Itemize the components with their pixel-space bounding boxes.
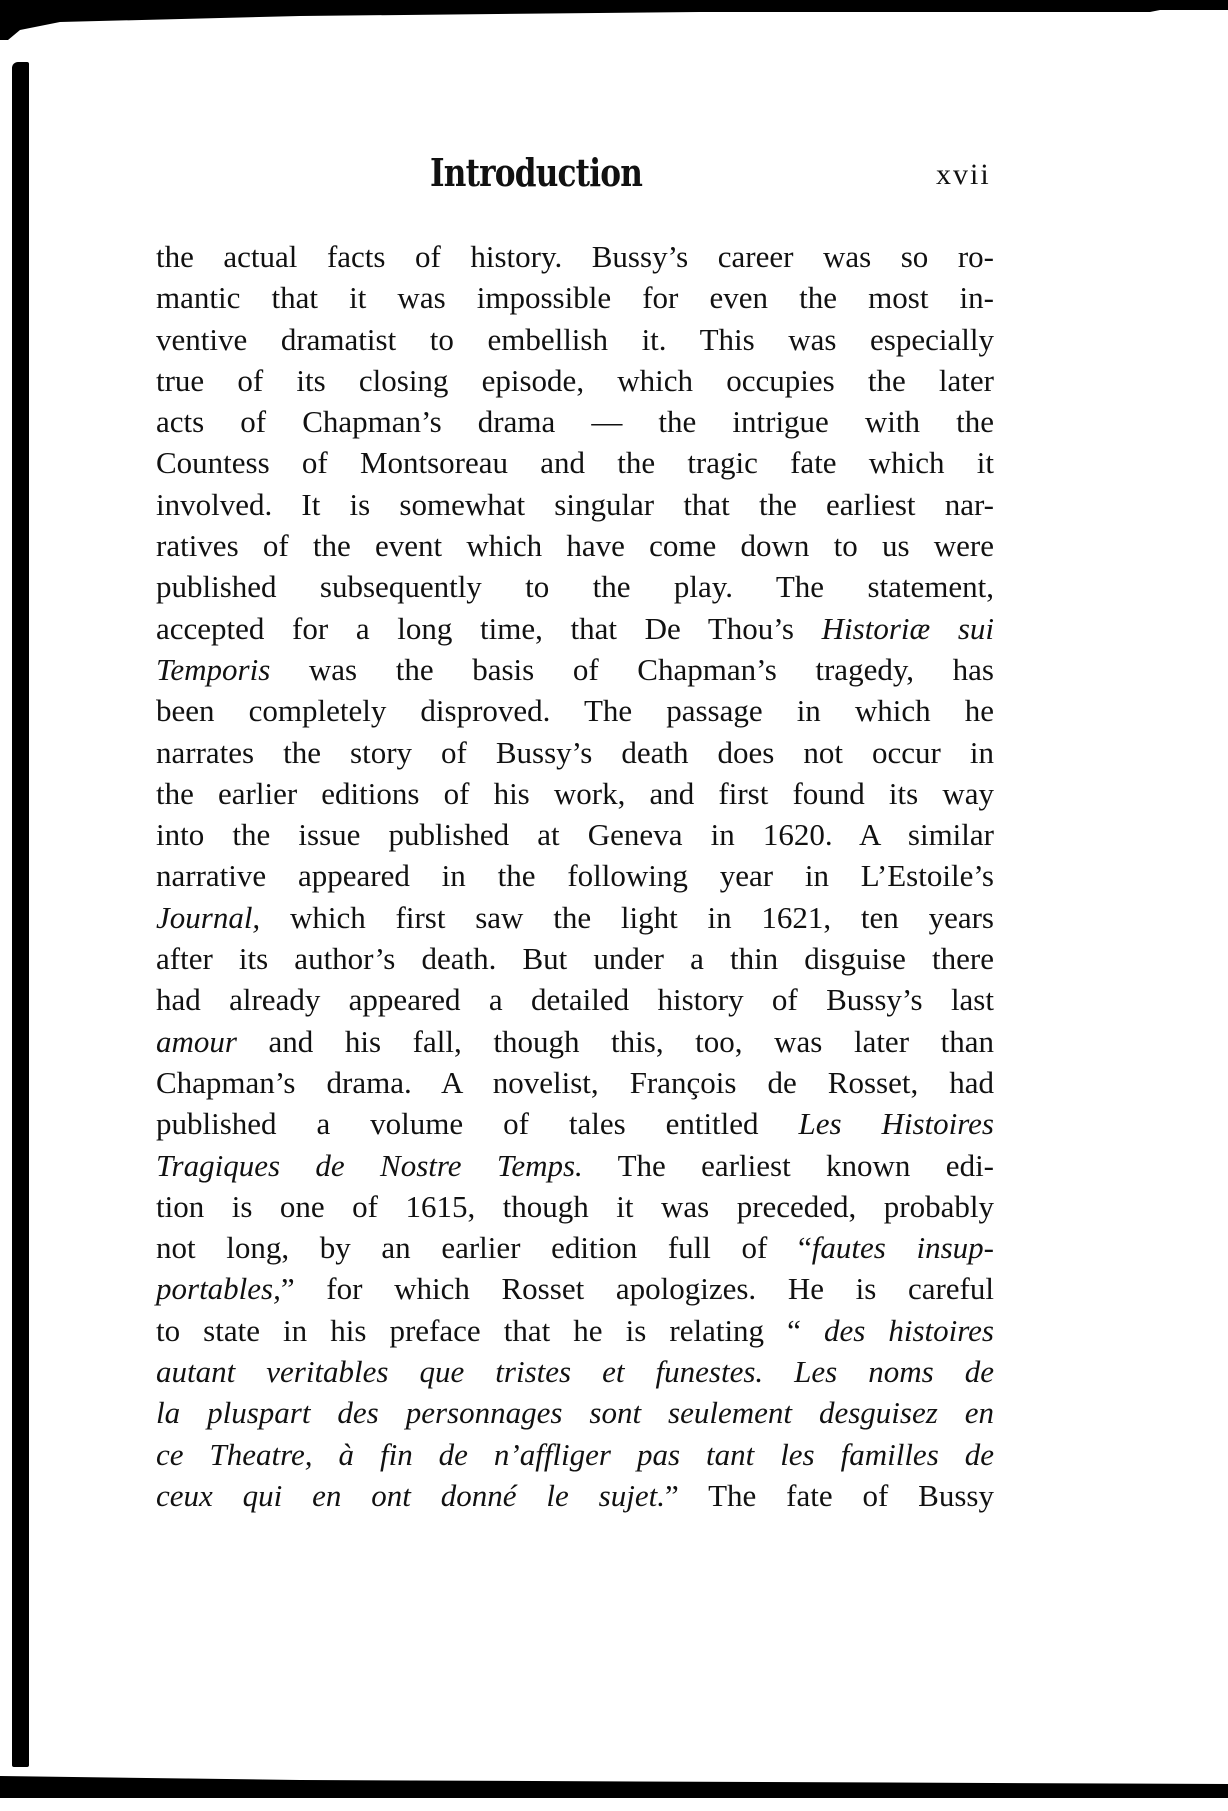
- italic-text: fautes insup-: [811, 1230, 994, 1266]
- text-line: [156, 1062, 994, 1103]
- italic-text: ce Theatre, à fin de n’affliger pas tant les familles de: [156, 1436, 994, 1472]
- text-segment: the actual facts of history. Bussy’s career was so ro-: [156, 239, 994, 274]
- text-line: [156, 1434, 994, 1475]
- text-line: [156, 938, 994, 979]
- text-line: [156, 649, 994, 690]
- text-segment: ” for which Rosset apologizes. He is careful: [280, 1271, 994, 1307]
- text-line: [156, 360, 994, 401]
- text-line: [156, 236, 994, 277]
- text-line: [156, 897, 994, 938]
- text-segment: ratives of the event which have come down to us were: [156, 528, 994, 564]
- italic-text: autant veritables que tristes et funestes. Les noms de: [156, 1354, 994, 1390]
- text-segment: to state in his preface that he is relating “: [156, 1312, 824, 1348]
- text-line: [156, 1392, 994, 1433]
- text-segment: ventive dramatist to embellish it. This was especially: [156, 321, 994, 357]
- text-segment: involved. It is somewhat singular that the earliest nar-: [156, 486, 994, 522]
- text-segment: accepted for a long time, that De Thou’s: [156, 610, 822, 646]
- text-line: [156, 525, 994, 566]
- italic-text: amour: [156, 1023, 237, 1059]
- italic-text: Les Histoires: [798, 1106, 994, 1142]
- text-line: [156, 1310, 994, 1351]
- italic-text: la pluspart des personnages sont seulement desguisez en: [156, 1395, 994, 1431]
- text-line: [156, 608, 994, 649]
- text-segment: published a volume of tales entitled: [156, 1106, 799, 1142]
- text-line: [156, 1351, 994, 1392]
- text-line: [156, 1268, 994, 1309]
- body-text: [156, 236, 994, 1516]
- text-line: [156, 979, 994, 1020]
- text-segment: published subsequently to the play. The statement,: [156, 569, 994, 605]
- text-line: [156, 1227, 994, 1268]
- text-segment: acts of Chapman’s drama — the intrigue with the: [156, 404, 994, 440]
- text-segment: had already appeared a detailed history of Bussy’s last: [156, 982, 994, 1018]
- italic-text: ceux qui en ont donné le sujet.: [156, 1477, 665, 1513]
- text-line: [156, 855, 994, 896]
- text-line: [156, 319, 994, 360]
- text-segment: the earlier editions of his work, and first found its way: [156, 775, 994, 811]
- text-segment: was the basis of Chapman’s tragedy, has: [270, 651, 994, 687]
- italic-text: Journal,: [156, 899, 261, 935]
- text-line: [156, 401, 994, 442]
- text-line: [156, 442, 994, 483]
- text-segment: Chapman’s drama. A novelist, François de Rosset, had: [156, 1064, 994, 1100]
- page-number: xvii: [936, 158, 991, 191]
- text-line: [156, 1475, 994, 1516]
- text-segment: true of its closing episode, which occupies the later: [156, 362, 994, 398]
- text-segment: and his fall, though this, too, was later than: [236, 1023, 994, 1059]
- text-segment: mantic that it was impossible for even the most in-: [156, 280, 994, 316]
- text-line: [156, 484, 994, 525]
- text-line: [156, 1186, 994, 1227]
- italic-text: des histoires: [823, 1312, 994, 1348]
- text-segment: been completely disproved. The passage in which he: [156, 693, 994, 729]
- text-line: [156, 277, 994, 318]
- text-segment: after its author’s death. But under a thin disguise there: [156, 941, 994, 977]
- scan-bottom-edge: [0, 1772, 1228, 1798]
- text-line: [156, 1021, 994, 1062]
- text-segment: narrates the story of Bussy’s death does not occur in: [156, 734, 994, 770]
- italic-text: Historiæ sui: [821, 610, 994, 646]
- text-line: [156, 690, 994, 731]
- text-line: [156, 773, 994, 814]
- text-segment: which first saw the light in 1621, ten years: [260, 899, 994, 935]
- text-segment: ” The fate of Bussy: [664, 1477, 994, 1513]
- text-line: [156, 1145, 994, 1186]
- text-segment: narrative appeared in the following year in L’Estoile’s: [156, 858, 994, 894]
- italic-text: Temporis: [156, 651, 271, 687]
- italic-text: portables,: [156, 1271, 281, 1307]
- text-line: [156, 814, 994, 855]
- italic-text: Tragiques de Nostre Temps.: [156, 1147, 583, 1183]
- text-segment: into the issue published at Geneva in 1620. A similar: [156, 817, 994, 853]
- scan-top-edge: [0, 0, 1228, 40]
- text-segment: The earliest known edi-: [582, 1147, 995, 1183]
- text-line: [156, 1103, 994, 1144]
- text-segment: tion is one of 1615, though it was preceded, probably: [156, 1188, 994, 1224]
- scan-left-edge: [12, 62, 29, 1767]
- text-line: [156, 566, 994, 607]
- text-segment: Countess of Montsoreau and the tragic fate which it: [156, 445, 994, 481]
- running-head-title: Introduction: [430, 150, 643, 195]
- text-line: [156, 732, 994, 773]
- text-segment: not long, by an earlier edition full of “: [156, 1230, 812, 1266]
